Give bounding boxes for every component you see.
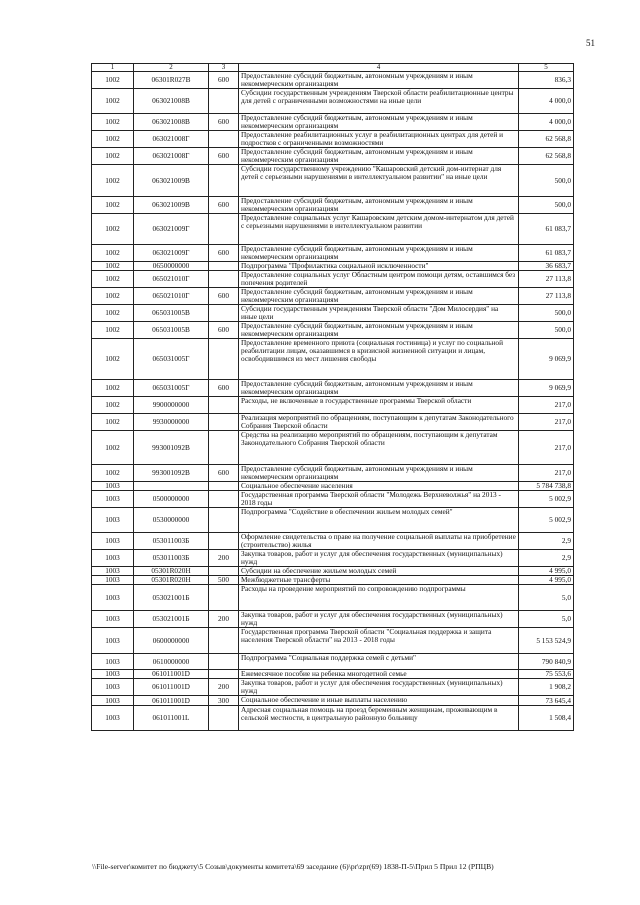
- section-cell: 1003: [92, 533, 134, 550]
- code-cell: 063021009Г: [134, 245, 209, 262]
- type-cell: 600: [209, 322, 239, 339]
- code-cell: 0500000000: [134, 491, 209, 508]
- name-cell: Расходы, не включенные в государственные программы Тверской области: [239, 397, 519, 414]
- section-cell: 1002: [92, 431, 134, 465]
- name-cell: Подпрограмма "Содействие в обеспечении жильем молодых семей": [239, 508, 519, 533]
- section-cell: 1003: [92, 696, 134, 706]
- name-cell: Предоставление временного приюта (социальная гостиница) и услуг по социальной реабилитации лицам, оказавшимся в кризисной жизненной ситуации и лицам, освободившимся из мест лишения свободы: [239, 339, 519, 380]
- name-cell: Государственная программа Тверской области "Молодежь Верхневолжья" на 2013 - 2018 годы: [239, 491, 519, 508]
- amount-cell: 217,0: [519, 397, 574, 414]
- type-cell: [209, 585, 239, 611]
- type-cell: 600: [209, 380, 239, 397]
- section-cell: 1003: [92, 706, 134, 731]
- section-cell: 1002: [92, 288, 134, 305]
- section-cell: 1002: [92, 148, 134, 165]
- table-row: [92, 508, 574, 533]
- name-cell: Закупка товаров, работ и услуг для обеспечения государственных (муниципальных) нужд: [239, 611, 519, 628]
- table-row: [92, 271, 574, 288]
- name-cell: Подпрограмма "Профилактика социальной исключенности": [239, 262, 519, 271]
- section-cell: 1003: [92, 567, 134, 576]
- table-row: [92, 654, 574, 670]
- file-path-footer: \\File-server\комитет по бюджету\5 Созыв\документы комитета\69 заседание (6)\pr\zpr(69) 1838-П-5\Прил 5 Прил 12 (РПЦВ): [92, 862, 494, 871]
- table-row: [92, 197, 574, 214]
- table-row: [92, 72, 574, 89]
- code-cell: 065021010Г: [134, 288, 209, 305]
- code-cell: 063021008В: [134, 89, 209, 114]
- type-cell: 600: [209, 288, 239, 305]
- table-row: [92, 305, 574, 322]
- section-cell: 1002: [92, 214, 134, 245]
- table-row: [92, 114, 574, 131]
- section-cell: 1003: [92, 585, 134, 611]
- section-cell: 1002: [92, 131, 134, 148]
- name-cell: Средства на реализацию мероприятий по обращениям, поступающим к депутатам Законодательного Собрания Тверской области: [239, 431, 519, 465]
- type-cell: [209, 131, 239, 148]
- name-cell: Субсидии государственным учреждениям Тверской области "Дом Милосердия" на иные цели: [239, 305, 519, 322]
- section-cell: 1003: [92, 670, 134, 679]
- code-cell: 065031005Г: [134, 380, 209, 397]
- amount-cell: 5,0: [519, 611, 574, 628]
- table-row: [92, 491, 574, 508]
- code-cell: 063021009В: [134, 165, 209, 197]
- name-cell: Предоставление субсидий бюджетным, автономным учреждениям и иным некоммерческим организациям: [239, 380, 519, 397]
- section-cell: 1002: [92, 72, 134, 89]
- type-cell: 500: [209, 576, 239, 585]
- type-cell: 600: [209, 114, 239, 131]
- name-cell: Предоставление субсидий бюджетным, автономным учреждениям и иным некоммерческим организациям: [239, 465, 519, 482]
- code-cell: 061011001L: [134, 706, 209, 731]
- table-row: [92, 165, 574, 197]
- type-cell: 600: [209, 197, 239, 214]
- amount-cell: 2,9: [519, 550, 574, 567]
- code-cell: 05301R020H: [134, 567, 209, 576]
- code-cell: 0650000000: [134, 262, 209, 271]
- amount-cell: 500,0: [519, 322, 574, 339]
- code-cell: [134, 482, 209, 491]
- table-row: [92, 414, 574, 431]
- code-cell: 9930000000: [134, 414, 209, 431]
- amount-cell: 4 000,0: [519, 114, 574, 131]
- code-cell: 053011003Б: [134, 550, 209, 567]
- type-cell: 600: [209, 465, 239, 482]
- section-cell: 1002: [92, 197, 134, 214]
- name-cell: Ежемесячное пособие на ребенка многодетной семье: [239, 670, 519, 679]
- name-cell: Предоставление субсидий бюджетным, автономным учреждениям и иным некоммерческим организациям: [239, 72, 519, 89]
- amount-cell: 9 069,9: [519, 339, 574, 380]
- type-cell: 200: [209, 550, 239, 567]
- column-header: 4: [239, 64, 519, 72]
- section-cell: 1002: [92, 114, 134, 131]
- table-row: [92, 89, 574, 114]
- amount-cell: 5 002,9: [519, 508, 574, 533]
- type-cell: 200: [209, 611, 239, 628]
- name-cell: Закупка товаров, работ и услуг для обеспечения государственных (муниципальных) нужд: [239, 550, 519, 567]
- amount-cell: 62 568,8: [519, 148, 574, 165]
- section-cell: 1002: [92, 262, 134, 271]
- code-cell: 05301R020H: [134, 576, 209, 585]
- type-cell: [209, 305, 239, 322]
- name-cell: Государственная программа Тверской области "Социальная поддержка и защита населения Тверской области" на 2013 - 2018 годы: [239, 628, 519, 654]
- amount-cell: 1 908,2: [519, 679, 574, 696]
- amount-cell: 4 995,0: [519, 576, 574, 585]
- section-cell: 1003: [92, 491, 134, 508]
- section-cell: 1002: [92, 380, 134, 397]
- code-cell: 0600000000: [134, 628, 209, 654]
- table-row: [92, 131, 574, 148]
- table-row: [92, 482, 574, 491]
- code-cell: 053021001Б: [134, 585, 209, 611]
- code-cell: 061011001D: [134, 696, 209, 706]
- type-cell: [209, 491, 239, 508]
- name-cell: Предоставление реабилитационных услуг в реабилитационных центрах для детей и подростков с ограниченными возможностями: [239, 131, 519, 148]
- amount-cell: 27 113,8: [519, 288, 574, 305]
- table-header-row: [92, 64, 574, 72]
- table-row: [92, 585, 574, 611]
- table-row: [92, 628, 574, 654]
- section-cell: 1002: [92, 397, 134, 414]
- type-cell: 600: [209, 148, 239, 165]
- name-cell: Предоставление социальных услуг Областным центром помощи детям, оставшимся без попечения родителей: [239, 271, 519, 288]
- amount-cell: 73 645,4: [519, 696, 574, 706]
- code-cell: 053011003Б: [134, 533, 209, 550]
- name-cell: Предоставление субсидий бюджетным, автономным учреждениям и иным некоммерческим организациям: [239, 197, 519, 214]
- table-row: [92, 288, 574, 305]
- type-cell: [209, 533, 239, 550]
- name-cell: Предоставление социальных услуг Кашаровским детским домом-интернатом для детей с серьезными нарушениями в интеллектуальном развитии: [239, 214, 519, 245]
- table-row: [92, 431, 574, 465]
- code-cell: 0610000000: [134, 654, 209, 670]
- table-row: [92, 322, 574, 339]
- column-header: 1: [92, 64, 134, 72]
- column-header: 5: [519, 64, 574, 72]
- table-row: [92, 576, 574, 585]
- name-cell: Предоставление субсидий бюджетным, автономным учреждениям и иным некоммерческим организациям: [239, 322, 519, 339]
- section-cell: 1002: [92, 305, 134, 322]
- name-cell: Закупка товаров, работ и услуг для обеспечения государственных (муниципальных) нужд: [239, 679, 519, 696]
- code-cell: 063021008Г: [134, 148, 209, 165]
- name-cell: Межбюджетные трансферты: [239, 576, 519, 585]
- page-number: 51: [586, 38, 595, 48]
- amount-cell: 36 683,7: [519, 262, 574, 271]
- code-cell: 065031005Г: [134, 339, 209, 380]
- type-cell: [209, 706, 239, 731]
- type-cell: [209, 271, 239, 288]
- section-cell: 1003: [92, 550, 134, 567]
- code-cell: 065031005В: [134, 322, 209, 339]
- amount-cell: 75 553,6: [519, 670, 574, 679]
- type-cell: [209, 414, 239, 431]
- type-cell: [209, 670, 239, 679]
- section-cell: 1002: [92, 414, 134, 431]
- type-cell: [209, 262, 239, 271]
- section-cell: 1002: [92, 89, 134, 114]
- amount-cell: 500,0: [519, 165, 574, 197]
- section-cell: 1003: [92, 679, 134, 696]
- name-cell: Адресная социальная помощь на проезд беременным женщинам, проживающим в сельской местности, в центральную районную больницу: [239, 706, 519, 731]
- amount-cell: 4 000,0: [519, 89, 574, 114]
- type-cell: [209, 397, 239, 414]
- section-cell: 1002: [92, 165, 134, 197]
- column-header: 2: [134, 64, 209, 72]
- table-row: [92, 611, 574, 628]
- code-cell: 063021009Г: [134, 214, 209, 245]
- amount-cell: 62 568,8: [519, 131, 574, 148]
- section-cell: 1002: [92, 339, 134, 380]
- code-cell: 063021009В: [134, 197, 209, 214]
- table-row: [92, 679, 574, 696]
- amount-cell: 217,0: [519, 431, 574, 465]
- type-cell: [209, 89, 239, 114]
- amount-cell: 790 840,9: [519, 654, 574, 670]
- amount-cell: 836,3: [519, 72, 574, 89]
- code-cell: 053021001Б: [134, 611, 209, 628]
- name-cell: Предоставление субсидий бюджетным, автономным учреждениям и иным некоммерческим организациям: [239, 114, 519, 131]
- name-cell: Подпрограмма "Социальная поддержка семей с детьми": [239, 654, 519, 670]
- type-cell: [209, 654, 239, 670]
- amount-cell: 5 784 738,8: [519, 482, 574, 491]
- type-cell: 600: [209, 245, 239, 262]
- name-cell: Предоставление субсидий бюджетным, автономным учреждениям и иным некоммерческим организациям: [239, 245, 519, 262]
- amount-cell: 27 113,8: [519, 271, 574, 288]
- type-cell: [209, 508, 239, 533]
- table-row: [92, 696, 574, 706]
- name-cell: Субсидии на обеспечение жильем молодых семей: [239, 567, 519, 576]
- name-cell: Реализация мероприятий по обращениям, поступающим к депутатам Законодательного Собрания Тверской области: [239, 414, 519, 431]
- section-cell: 1002: [92, 271, 134, 288]
- type-cell: [209, 339, 239, 380]
- name-cell: Расходы на проведение мероприятий по сопровождению подпрограммы: [239, 585, 519, 611]
- amount-cell: 4 995,0: [519, 567, 574, 576]
- code-cell: 065021010Г: [134, 271, 209, 288]
- type-cell: 300: [209, 696, 239, 706]
- amount-cell: 500,0: [519, 197, 574, 214]
- amount-cell: 217,0: [519, 465, 574, 482]
- type-cell: [209, 482, 239, 491]
- table-row: [92, 262, 574, 271]
- amount-cell: 9 069,9: [519, 380, 574, 397]
- table-row: [92, 245, 574, 262]
- table-row: [92, 148, 574, 165]
- table-row: [92, 670, 574, 679]
- table-row: [92, 465, 574, 482]
- column-header: 3: [209, 64, 239, 72]
- amount-cell: 5,0: [519, 585, 574, 611]
- table-row: [92, 567, 574, 576]
- code-cell: 0530000000: [134, 508, 209, 533]
- section-cell: 1002: [92, 322, 134, 339]
- section-cell: 1003: [92, 508, 134, 533]
- section-cell: 1003: [92, 611, 134, 628]
- type-cell: [209, 165, 239, 197]
- type-cell: [209, 431, 239, 465]
- amount-cell: 217,0: [519, 414, 574, 431]
- section-cell: 1003: [92, 654, 134, 670]
- type-cell: 200: [209, 679, 239, 696]
- type-cell: [209, 567, 239, 576]
- table-row: [92, 706, 574, 731]
- amount-cell: 61 083,7: [519, 245, 574, 262]
- amount-cell: 5 002,9: [519, 491, 574, 508]
- code-cell: 063021008В: [134, 114, 209, 131]
- section-cell: 1003: [92, 628, 134, 654]
- type-cell: 600: [209, 72, 239, 89]
- code-cell: 061011001D: [134, 670, 209, 679]
- name-cell: Оформление свидетельства о праве на получение социальной выплаты на приобретение (строительство) жилья: [239, 533, 519, 550]
- name-cell: Социальное обеспечение и иные выплаты населению: [239, 696, 519, 706]
- type-cell: [209, 214, 239, 245]
- amount-cell: 5 153 524,9: [519, 628, 574, 654]
- section-cell: 1003: [92, 482, 134, 491]
- table-row: [92, 214, 574, 245]
- name-cell: Предоставление субсидий бюджетным, автономным учреждениям и иным некоммерческим организациям: [239, 148, 519, 165]
- amount-cell: 500,0: [519, 305, 574, 322]
- code-cell: 061011001D: [134, 679, 209, 696]
- section-cell: 1003: [92, 576, 134, 585]
- code-cell: 993001092В: [134, 431, 209, 465]
- table-row: [92, 380, 574, 397]
- section-cell: 1002: [92, 465, 134, 482]
- amount-cell: 2,9: [519, 533, 574, 550]
- amount-cell: 61 083,7: [519, 214, 574, 245]
- name-cell: Предоставление субсидий бюджетным, автономным учреждениям и иным некоммерческим организациям: [239, 288, 519, 305]
- table-row: [92, 339, 574, 380]
- code-cell: 9900000000: [134, 397, 209, 414]
- table-row: [92, 397, 574, 414]
- name-cell: Субсидии государственному учреждению "Кашаровский детский дом-интернат для детей с серьезными нарушениями в интеллектуальном развитии" на иные цели: [239, 165, 519, 197]
- section-cell: 1002: [92, 245, 134, 262]
- budget-table: [91, 63, 574, 731]
- name-cell: Субсидии государственным учреждениям Тверской области реабилитационные центры для детей с ограниченными возможностями на иные цели: [239, 89, 519, 114]
- table-row: [92, 533, 574, 550]
- amount-cell: 1 508,4: [519, 706, 574, 731]
- type-cell: [209, 628, 239, 654]
- table-row: [92, 550, 574, 567]
- code-cell: 063021008Г: [134, 131, 209, 148]
- code-cell: 993001092В: [134, 465, 209, 482]
- name-cell: Социальное обеспечение населения: [239, 482, 519, 491]
- code-cell: 06301R027В: [134, 72, 209, 89]
- code-cell: 065031005В: [134, 305, 209, 322]
